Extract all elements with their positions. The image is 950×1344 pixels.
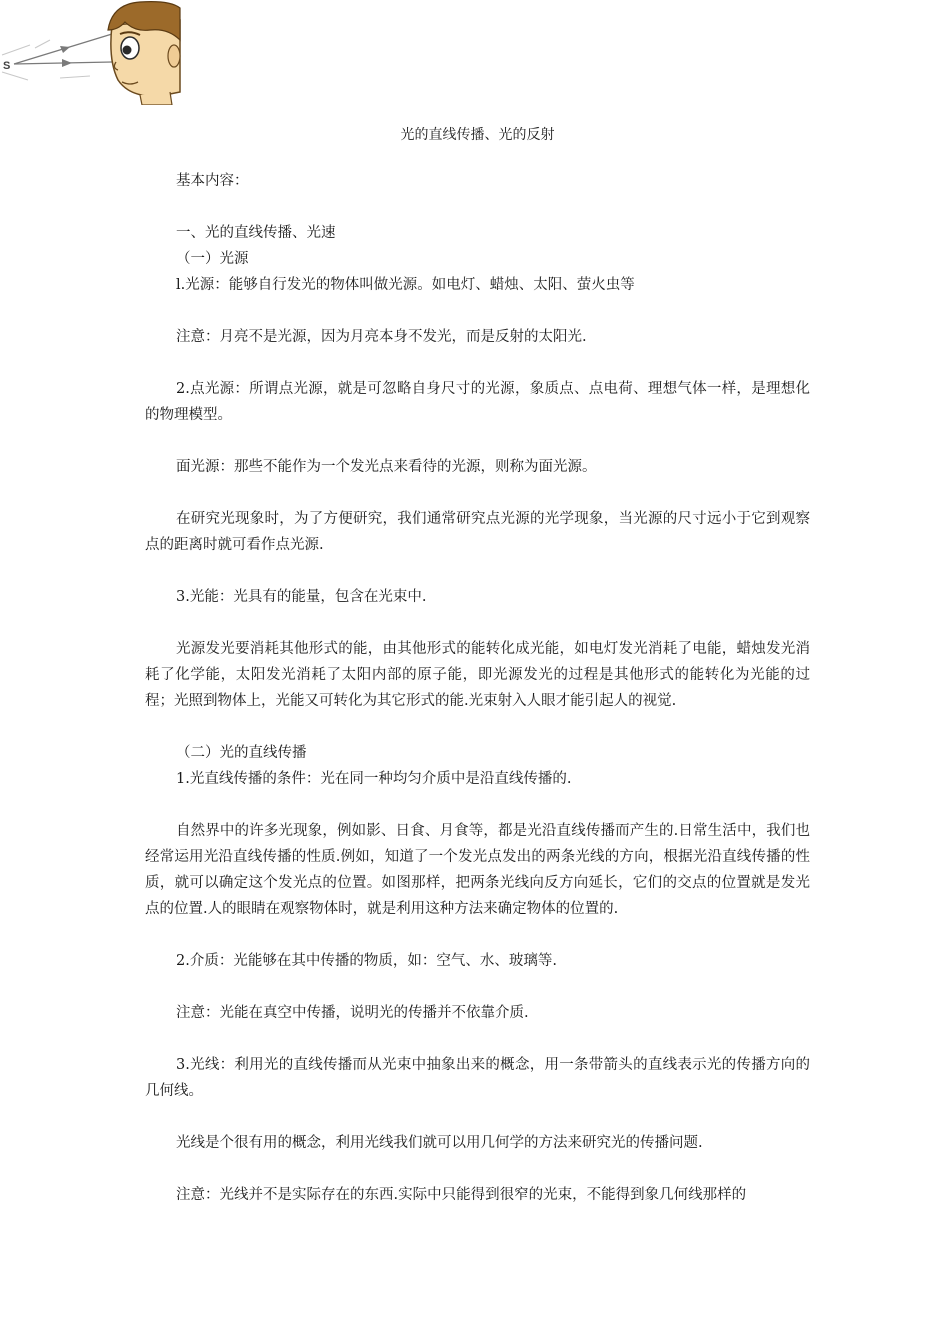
note-vacuum: 注意：光能在真空中传播，说明光的传播并不依靠介质. — [176, 1005, 529, 1021]
paragraph-energy-conversion: 光源发光要消耗其他形式的能，由其他形式的能转化成光能，如电灯发光消耗了电能，蜡烛发光消耗了化学能，太阳发光消耗了太阳内部的原子能，即光源发光的过程是其他形式的能转化为光能的过程；光照到物体上，光能又可转化为其它形式的能.光束射入人眼才能引起人的视觉. — [145, 641, 810, 709]
note-moon: 注意：月亮不是光源，因为月亮本身不发光，而是反射的太阳光. — [176, 329, 587, 345]
paragraph-ray-usefulness: 光线是个很有用的概念，利用光线我们就可以用几何学的方法来研究光的传播问题. — [176, 1135, 703, 1151]
paragraph-light-source: l.光源：能够自行发光的物体叫做光源。如电灯、蜡烛、太阳、萤火虫等 — [176, 277, 635, 293]
paragraph-area-source: 面光源：那些不能作为一个发光点来看待的光源，则称为面光源。 — [176, 459, 597, 475]
paragraph-straight-condition: 1.光直线传播的条件：光在同一种均匀介质中是沿直线传播的. — [176, 771, 572, 787]
boy-face-icon — [108, 2, 180, 105]
note-ray-not-real: 注意：光线并不是实际存在的东西.实际中只能得到很窄的光束，不能得到象几何线那样的 — [176, 1187, 747, 1203]
paragraph-research: 在研究光现象时，为了方便研究，我们通常研究点光源的光学现象，当光源的尺寸远小于它到观察点的距离时就可看作点光源. — [145, 511, 810, 553]
paragraph-nature-phenomena: 自然界中的许多光现象，例如影、日食、月食等，都是光沿直线传播而产生的.日常生活中，我们也经常运用光沿直线传播的性质.例如，知道了一个发光点发出的两条光线的方向，根据光沿直线传播的性质，就可以确定这个发光点的位置。如图那样，把两条光线向反方向延长，它们的交点的位置就是发光点的位置.人的眼睛在观察物体时，就是利用这种方法来确定物体的位置的. — [145, 823, 810, 917]
paragraph-medium: 2.介质：光能够在其中传播的物质，如：空气、水、玻璃等. — [176, 953, 557, 969]
section1-heading: 一、光的直线传播、光速 — [176, 225, 336, 241]
paragraph-light-ray: 3.光线：利用光的直线传播而从光束中抽象出来的概念，用一条带箭头的直线表示光的传播方向的几何线。 — [145, 1057, 810, 1099]
corner-illustration — [0, 0, 185, 105]
intro-label: 基本内容： — [176, 173, 249, 189]
document-title: 光的直线传播、光的反射 — [400, 127, 555, 143]
light-rays-boy-illustration — [0, 0, 185, 105]
document-page — [145, 118, 810, 1208]
paragraph-light-energy: 3.光能：光具有的能量，包含在光束中. — [176, 589, 427, 605]
subsection2-heading: （二）光的直线传播 — [176, 745, 307, 761]
point-label-s: S — [3, 60, 11, 72]
paragraph-point-source: 2.点光源：所谓点光源，就是可忽略自身尺寸的光源，象质点、点电荷、理想气体一样，是理想化的物理模型。 — [145, 381, 810, 423]
subsection1-heading: （一）光源 — [176, 251, 249, 267]
